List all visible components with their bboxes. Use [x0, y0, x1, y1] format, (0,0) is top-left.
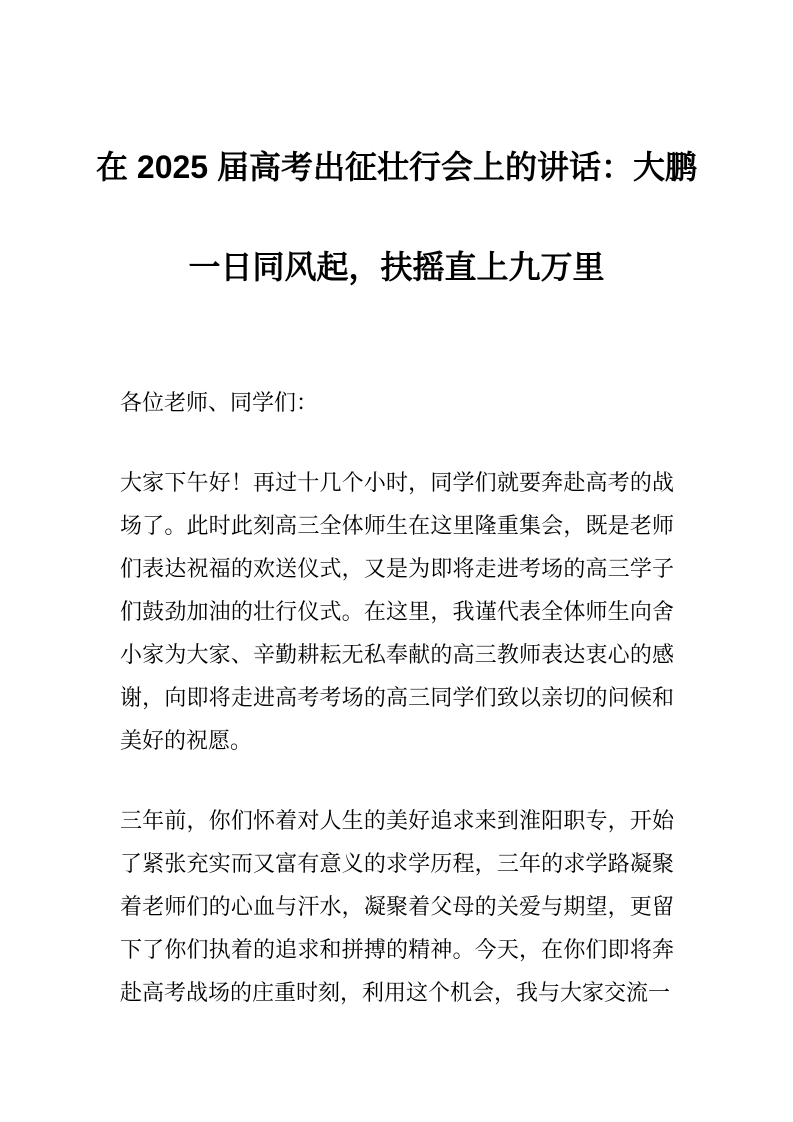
body-paragraph-2: 三年前，你们怀着对人生的美好追求来到淮阳职专，开始了紧张充实而又富有意义的求学历程，三年的求学路凝聚着老师们的心血与汗水，凝聚着父母的关爱与期望，更留下了你们执着的追求和拼搏的精神。今天，在你们即将奔赴高考战场的庄重时刻，利用这个机会，我与大家交流一 [120, 808, 674, 1005]
salutation-line: 各位老师、同学们： [120, 390, 319, 415]
document-title [0, 145, 793, 345]
body-paragraph-1: 大家下午好！再过十几个小时，同学们就要奔赴高考的战场了。此时此刻高三全体师生在这里隆重集会，既是老师们表达祝福的欢送仪式，又是为即将走进考场的高三学子们鼓劲加油的壮行仪式。在这里，我谨代表全体师生向舍小家为大家、辛勤耕耘无私奉献的高三教师表达衷心的感谢，向即将走进高考考场的高三同学们致以亲切的问候和美好的祝愿。 [120, 470, 674, 753]
document-body [120, 381, 674, 1014]
document-title-line-1: 在 2025 届高考出征壮行会上的讲话：大鹏 [96, 149, 697, 186]
document-title-line-2: 一日同风起，扶摇直上九万里 [188, 249, 605, 286]
